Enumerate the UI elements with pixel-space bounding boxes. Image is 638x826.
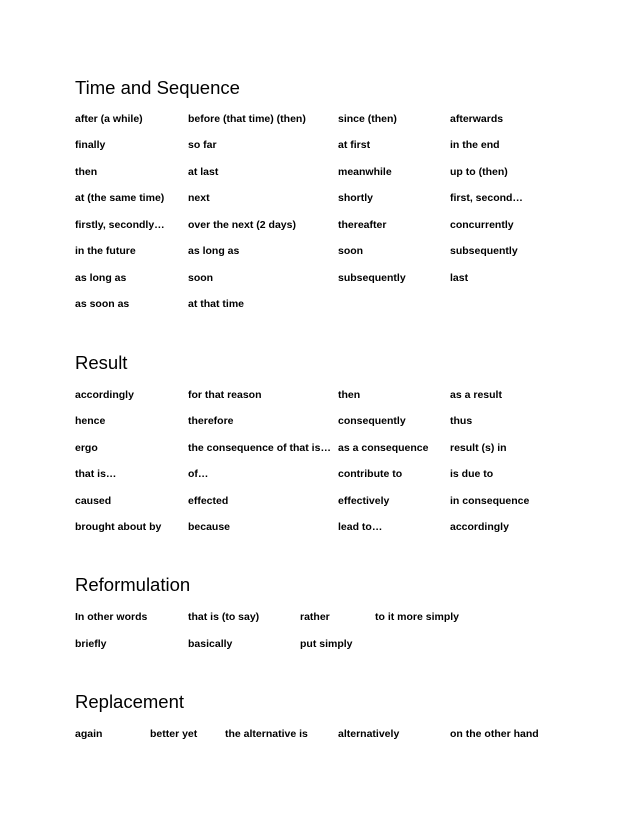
word-cell: rather bbox=[300, 611, 330, 623]
word-cell: before (that time) (then) bbox=[188, 113, 306, 125]
word-cell: thus bbox=[450, 415, 473, 427]
word-cell: that is (to say) bbox=[188, 611, 260, 623]
section-title: Replacement bbox=[75, 691, 185, 712]
word-cell: at that time bbox=[188, 298, 245, 310]
word-cell: at first bbox=[338, 139, 371, 151]
word-cell: meanwhile bbox=[338, 166, 392, 178]
word-cell: therefore bbox=[188, 415, 234, 427]
word-cell: accordingly bbox=[450, 521, 509, 533]
word-cell: caused bbox=[75, 495, 112, 507]
word-cell: thereafter bbox=[338, 219, 387, 231]
word-cell: ergo bbox=[75, 442, 98, 454]
word-cell: afterwards bbox=[450, 113, 504, 125]
word-cell: of… bbox=[188, 468, 209, 480]
word-cell: effectively bbox=[338, 495, 390, 507]
word-cell: up to (then) bbox=[450, 166, 508, 178]
word-cell: the alternative is bbox=[225, 728, 308, 740]
word-cell: contribute to bbox=[338, 468, 403, 480]
word-cell: better yet bbox=[150, 728, 198, 740]
word-cell: as long as bbox=[188, 245, 240, 257]
word-cell: soon bbox=[188, 272, 214, 284]
word-cell: as a result bbox=[450, 389, 502, 401]
word-cell: finally bbox=[75, 139, 106, 151]
word-cell: in the future bbox=[75, 245, 136, 257]
word-cell: as a consequence bbox=[338, 442, 429, 454]
word-cell: for that reason bbox=[188, 389, 262, 401]
word-cell: to it more simply bbox=[375, 611, 460, 623]
word-cell: put simply bbox=[300, 638, 353, 650]
word-cell: result (s) in bbox=[450, 442, 507, 454]
word-cell: basically bbox=[188, 638, 233, 650]
word-cell: alternatively bbox=[338, 728, 400, 740]
word-cell: subsequently bbox=[450, 245, 518, 257]
word-cell: at (the same time) bbox=[75, 192, 165, 204]
word-cell: first, second… bbox=[450, 192, 523, 204]
word-cell: last bbox=[450, 272, 469, 284]
word-cell: in consequence bbox=[450, 495, 530, 507]
word-cell: since (then) bbox=[338, 113, 397, 125]
section-title: Time and Sequence bbox=[75, 77, 240, 98]
word-cell: in the end bbox=[450, 139, 500, 151]
word-cell: is due to bbox=[450, 468, 494, 480]
word-cell: after (a while) bbox=[75, 113, 143, 125]
section-title: Reformulation bbox=[75, 574, 191, 595]
word-cell: lead to… bbox=[338, 521, 383, 533]
word-cell: over the next (2 days) bbox=[188, 219, 296, 231]
word-cell: so far bbox=[188, 139, 217, 151]
word-cell: accordingly bbox=[75, 389, 134, 401]
word-cell: at last bbox=[188, 166, 219, 178]
word-cell: next bbox=[188, 192, 210, 204]
word-cell: subsequently bbox=[338, 272, 406, 284]
word-cell: soon bbox=[338, 245, 364, 257]
word-cell: the consequence of that is… bbox=[188, 442, 331, 454]
word-cell: consequently bbox=[338, 415, 406, 427]
word-cell: because bbox=[188, 521, 231, 533]
word-cell: again bbox=[75, 728, 103, 740]
word-cell: effected bbox=[188, 495, 229, 507]
word-cell: In other words bbox=[75, 611, 148, 623]
word-cell: then bbox=[75, 166, 98, 178]
word-cell: as long as bbox=[75, 272, 127, 284]
word-cell: firstly, secondly… bbox=[75, 219, 165, 231]
word-cell: then bbox=[338, 389, 361, 401]
word-cell: briefly bbox=[75, 638, 107, 650]
word-cell: shortly bbox=[338, 192, 374, 204]
word-cell: brought about by bbox=[75, 521, 162, 533]
word-cell: as soon as bbox=[75, 298, 130, 310]
word-cell: that is… bbox=[75, 468, 117, 480]
word-cell: on the other hand bbox=[450, 728, 539, 740]
word-cell: concurrently bbox=[450, 219, 514, 231]
word-cell: hence bbox=[75, 415, 106, 427]
section-title: Result bbox=[75, 352, 128, 373]
